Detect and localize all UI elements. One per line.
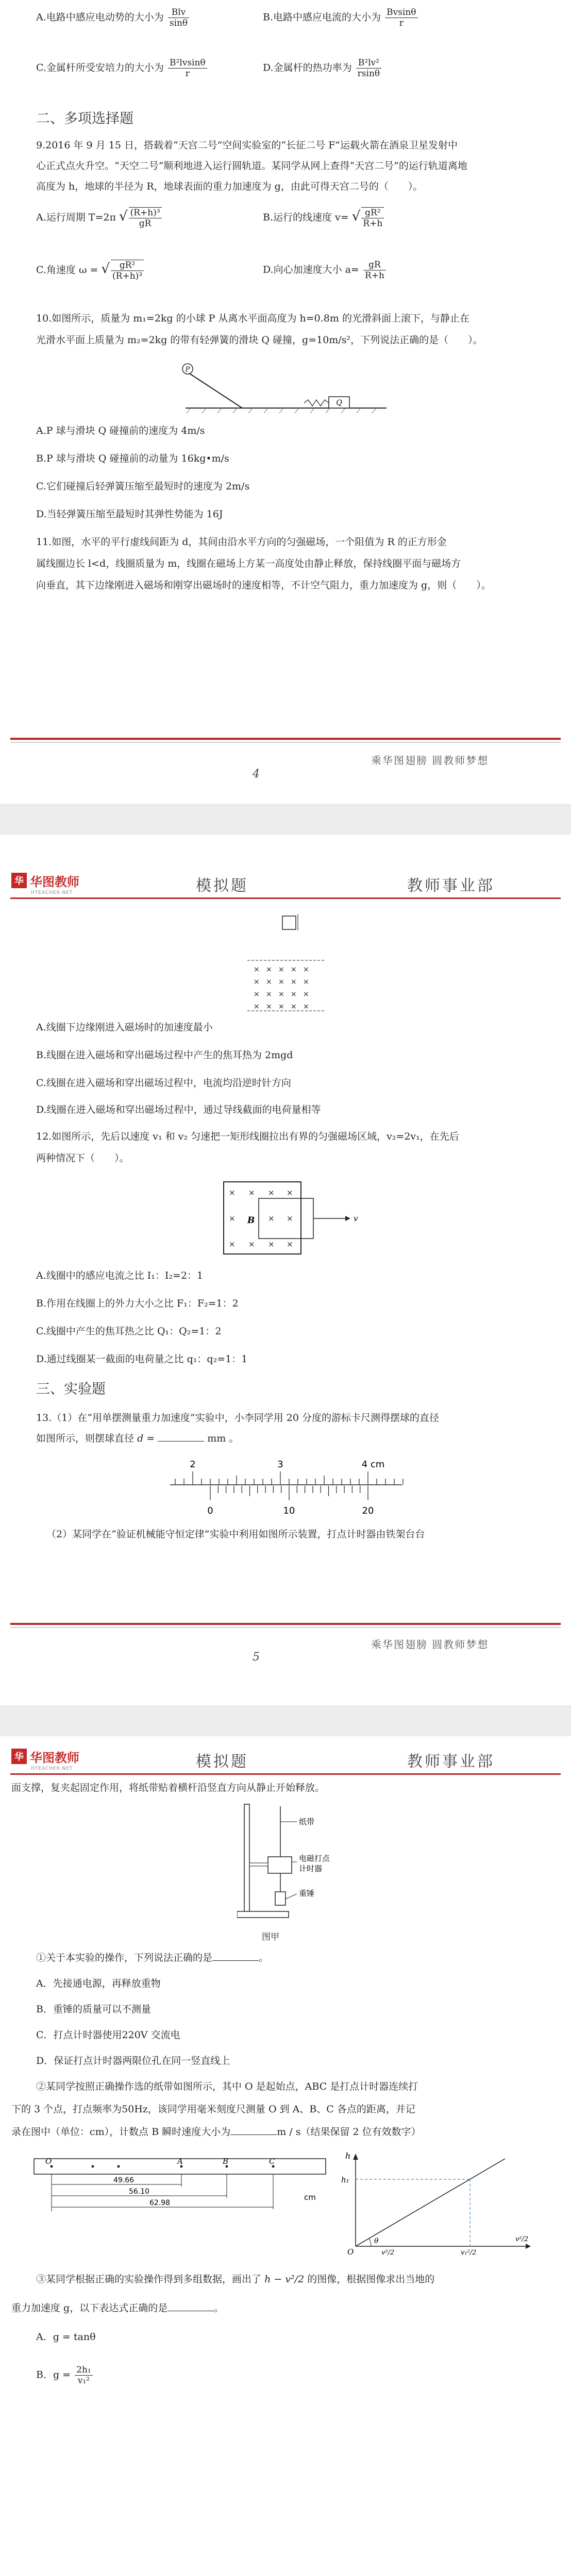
label-timer-2: 计时器	[299, 1864, 323, 1873]
page-number: 5	[253, 1651, 260, 1664]
q13-sub1-option-b: B．重锤的质量可以不测量	[36, 2004, 151, 2015]
header-right-title: 教师事业部	[407, 1753, 495, 1771]
vernier-label-10: 10	[283, 1505, 295, 1516]
q9b-option-b: B.运行的线速度 v= √ $\frac{\text{gR²}}{R+h}$	[263, 207, 385, 229]
q13-sub2-line3: 录在图中（单位：cm），计数点 B 瞬时速度大小为 m / s（结果保留 2 位有效数字）	[11, 2126, 421, 2138]
header-left-title: 模拟题	[196, 877, 248, 895]
stand-base	[237, 1911, 289, 1918]
logo-text: 华图教师	[30, 874, 79, 889]
q9-option-d: D.金属杆的热功率为 $\frac{\text{B²lv²}}{rsin\theta}$	[263, 58, 382, 79]
svg-text:×: ×	[291, 978, 297, 986]
q10-text-line2: 光滑水平面上质量为 m₂=2kg 的带有轻弹簧的滑块 Q 碰撞，g=10m/s²，下列说法正确的是（ ）。	[36, 334, 483, 346]
svg-text:×: ×	[229, 1188, 236, 1197]
svg-text:×: ×	[268, 1214, 275, 1223]
label-v: v	[354, 1214, 358, 1223]
svg-text:×: ×	[287, 1214, 293, 1223]
stand-pole	[244, 1804, 249, 1913]
tape-value-c: 62.98	[149, 2199, 171, 2207]
q13-sub3-line1: ③某同学根据正确的实验操作得到多组数据，画出了 h − v²/2 的图像，根据图像求出当地的	[36, 2274, 435, 2285]
svg-text:×: ×	[278, 965, 284, 974]
graph-line	[356, 2159, 505, 2246]
q13-sub3-option-a: A．g = tanθ	[36, 2331, 96, 2343]
logo-subtitle: HTEACHER.NET	[31, 890, 73, 895]
tape-point-c: C	[269, 2157, 275, 2166]
tape-value-b: 56.10	[129, 2188, 150, 2196]
answer-blank-velocity[interactable]	[230, 2134, 277, 2135]
q9-option-b: B.电路中感应电流的大小为 $\frac{Bvsin\theta}{r}$	[263, 7, 419, 28]
q11-text-line2: 属线圈边长 l<d，线圈质量为 m，线圈在磁场上方某一高度处由静止释放，保持线圈平面与磁场方	[36, 558, 461, 569]
svg-text:×: ×	[303, 965, 309, 974]
q12-coil-figure	[222, 1180, 371, 1257]
field-crosses	[254, 965, 309, 1011]
axis-label-h: h	[345, 2151, 351, 2161]
svg-text:×: ×	[303, 978, 309, 986]
axis-label-v1: v₁²/2	[461, 2249, 477, 2257]
svg-text:×: ×	[278, 978, 284, 986]
svg-text:×: ×	[291, 965, 297, 974]
svg-text:×: ×	[303, 1003, 309, 1011]
timer-box	[268, 1857, 292, 1873]
q9b-text-line3: 高度为 h，地球的半径为 R，地球表面的重力加速度为 g，由此可得天宫二号的（ ）。	[36, 181, 423, 192]
svg-text:×: ×	[268, 1240, 275, 1249]
axis-label-v2-1: v²/2	[381, 2249, 395, 2257]
label-b: B	[247, 1215, 255, 1226]
page-number: 4	[253, 768, 260, 781]
page-gap	[0, 1705, 571, 1736]
paper-tape-figure	[31, 2154, 330, 2215]
tape-value-a: 49.66	[113, 2176, 135, 2184]
figure-caption: 图甲	[262, 1932, 279, 1942]
svg-text:×: ×	[266, 1003, 272, 1011]
label-weight: 重锤	[299, 1889, 315, 1898]
q12-option-b: B.作用在线圈上的外力大小之比 F₁：F₂=1：2	[36, 1298, 239, 1309]
q12-text-line2: 两种情况下（ ）。	[36, 1153, 129, 1164]
q9b-option-c: C.角速度 ω = √ $\frac{\text{gR²}}{\text{(R+h)³}}$	[36, 260, 145, 281]
q10-text-line1: 10.如图所示，质量为 m₁=2kg 的小球 P 从离水平面高度为 h=0.8m 的光滑斜面上滚下，与静止在	[36, 313, 469, 324]
svg-text:×: ×	[291, 1003, 297, 1011]
svg-text:×: ×	[266, 978, 272, 986]
main-label-2: 2	[190, 1459, 196, 1470]
header-rule	[10, 1773, 561, 1775]
rectangular-coil	[259, 1198, 313, 1239]
tape-unit: cm	[304, 2193, 316, 2202]
q11-option-a: A.线圈下边缘刚进入磁场时的加速度最小	[36, 1022, 213, 1033]
tape-point-a: A	[177, 2157, 183, 2166]
footer-slogan: 乘华图翅膀 圆教师梦想	[371, 1638, 489, 1651]
q13-sub1: ①关于本实验的操作，下列说法正确的是 。	[36, 1952, 269, 1963]
svg-text:×: ×	[291, 990, 297, 998]
page-gap	[0, 804, 571, 835]
q12-text-line1: 12.如图所示，先后以速度 v₁ 和 v₂ 匀速把一矩形线圈拉出有界的匀强磁场区域，v₂=2v₁，在先后	[36, 1131, 459, 1142]
footer-rule-red	[10, 1623, 561, 1625]
label-p: P	[185, 366, 190, 374]
q11-text-line1: 11.如图，水平的平行虚线间距为 d，其间由沿水平方向的匀强磁场，一个阻值为 R 的正方形金	[36, 536, 447, 548]
axis-label-o: O	[347, 2247, 354, 2257]
label-tape: 纸带	[299, 1817, 315, 1826]
spring	[304, 400, 329, 406]
q10-option-a: A.P 球与滑块 Q 碰撞前的速度为 4m/s	[36, 425, 205, 436]
logo-subtitle: HTEACHER.NET	[31, 1766, 73, 1771]
q11-magnetic-field-figure	[247, 958, 325, 1013]
vernier-caliper-figure	[165, 1458, 407, 1520]
q9b-option-a: A.运行周期 T=2π √ $\frac{\text{(R+h)³}}{gR}$	[36, 207, 163, 229]
vernier-label-0: 0	[207, 1505, 213, 1516]
svg-text:×: ×	[229, 1240, 236, 1249]
logo-icon: 华	[11, 1749, 27, 1764]
axis-label-h1: h₁	[341, 2175, 349, 2184]
q13-text-line3: （2）某同学在“验证机械能守恒定律”实验中利用如图所示装置，打点计时器由铁架台台	[46, 1529, 425, 1540]
apparatus-figure	[237, 1801, 361, 1927]
svg-text:×: ×	[278, 1003, 284, 1011]
q13-sub1-option-a: A．先接通电源，再释放重物	[36, 1978, 161, 1989]
q13-sub3-option-b: B．g = $\frac{\text{2h₁}}{\text{v₁²}}$	[36, 2365, 94, 2386]
answer-blank-d[interactable]	[158, 1441, 204, 1442]
q11-small-square	[278, 912, 304, 933]
field-crosses	[229, 1188, 293, 1249]
svg-text:×: ×	[268, 1188, 275, 1197]
svg-text:×: ×	[229, 1214, 236, 1223]
footer-rule-red	[10, 738, 561, 740]
arrow-head	[345, 1216, 350, 1221]
svg-text:×: ×	[254, 965, 260, 974]
q13-sub1-option-d: D．保证打点计时器两限位孔在同一竖直线上	[36, 2055, 230, 2066]
header-rule	[10, 897, 561, 899]
svg-text:×: ×	[254, 990, 260, 998]
section-title-experiment: 三、实验题	[36, 1381, 106, 1397]
q11-option-c: C.线圈在进入磁场和穿出磁场过程中，电流均沿逆时针方向	[36, 1077, 291, 1089]
main-label-3: 3	[277, 1459, 283, 1470]
q9b-text-line2: 心正式点火升空。“天空二号”顺利地进入运行圆轨道。某同学从网上查得“天宫二号”的运行轨道离地	[36, 160, 467, 172]
svg-text:×: ×	[248, 1240, 255, 1249]
q10-option-d: D.当轻弹簧压缩至最短时其弹性势能为 16J	[36, 509, 223, 520]
header-right-title: 教师事业部	[407, 877, 495, 895]
q9-option-a: A.电路中感应电动势的大小为 $\frac{\text{Blv}}{\sin\theta}$	[36, 7, 190, 28]
footer-slogan: 乘华图翅膀 圆教师梦想	[371, 754, 489, 767]
q9b-text-line1: 9.2016 年 9 月 15 日，搭载着“天宫二号”空间实验室的“长征二号 F”运载火箭在酒泉卫星发射中	[36, 140, 458, 151]
weight	[275, 1892, 286, 1905]
svg-text:×: ×	[248, 1188, 255, 1197]
q13-text-line2: 如图所示，则摆球直径 d = mm 。	[36, 1433, 239, 1444]
answer-blank-sub1[interactable]	[212, 1960, 259, 1961]
svg-text:×: ×	[266, 990, 272, 998]
incline-line	[186, 371, 242, 408]
footer-rule-gray	[10, 742, 561, 743]
header-logo	[11, 1747, 79, 1766]
timer-arm	[249, 1863, 268, 1866]
q13-text-line1: 13.（1）在“用单摆测量重力加速度”实验中，小李同学用 20 分度的游标卡尺测得摆球的直径	[36, 1412, 439, 1423]
logo-text: 华图教师	[30, 1750, 79, 1765]
section-title-multiple-choice: 二、多项选择题	[36, 111, 133, 127]
vernier-label-20: 20	[362, 1505, 374, 1516]
q13-text-line4: 面支撑，复夹起固定作用，将纸带贴着横杆沿竖直方向从静止开始释放。	[11, 1782, 325, 1793]
angle-theta: θ	[374, 2237, 379, 2245]
q9b-option-d: D.向心加速度大小 a= $\frac{gR}{R+h}$	[263, 260, 387, 281]
q9-option-c: C.金属杆所受安培力的大小为 $\frac{\text{B²lvsinθ}}{r}$	[36, 58, 208, 79]
main-label-4cm: 4 cm	[361, 1459, 385, 1470]
q10-option-c: C.它们碰撞后轻弹簧压缩至最短时的速度为 2m/s	[36, 481, 250, 492]
q13-sub2-line2: 下的 3 个点，打点频率为50Hz，该同学用毫米刻度尺测量 O 到 A、B、C 各点的距离，并记	[11, 2104, 415, 2115]
q13-sub3-line2: 重力加速度 g，以下表达式正确的是 。	[11, 2302, 224, 2314]
tape-point-b: B	[223, 2157, 229, 2166]
q11-option-b: B.线圈在进入磁场和穿出磁场过程中产生的焦耳热为 2mgd	[36, 1049, 293, 1061]
q11-option-d: D.线圈在进入磁场和穿出磁场过程中，通过导线截面的电荷量相等	[36, 1104, 321, 1115]
q10-option-b: B.P 球与滑块 Q 碰撞前的动量为 16kg•m/s	[36, 453, 229, 464]
h-v-graph	[335, 2148, 541, 2257]
svg-text:×: ×	[254, 978, 260, 986]
label-q: Q	[336, 399, 342, 407]
tape-point-o: O	[45, 2157, 52, 2166]
label-timer: 电磁打点	[299, 1854, 330, 1863]
svg-text:×: ×	[287, 1240, 293, 1249]
header-logo	[11, 871, 79, 890]
q12-option-a: A.线圈中的感应电流之比 I₁：I₂=2：1	[36, 1270, 204, 1281]
q11-text-line3: 向垂直，其下边缘刚进入磁场和刚穿出磁场时的速度相等，不计空气阻力，重力加速度为 g，则（ ）。	[36, 580, 491, 591]
footer-rule-gray	[10, 1627, 561, 1628]
ground-hatching	[187, 408, 376, 413]
q10-incline-figure	[175, 361, 392, 417]
q12-option-d: D.通过线圈某一截面的电荷量之比 q₁：q₂=1：1	[36, 1353, 248, 1365]
q13-sub1-option-c: C．打点计时器使用220V 交流电	[36, 2029, 180, 2041]
svg-text:×: ×	[266, 965, 272, 974]
header-left-title: 模拟题	[196, 1753, 248, 1771]
logo-icon: 华	[11, 873, 27, 888]
svg-text:×: ×	[278, 990, 284, 998]
q12-option-c: C.线圈中产生的焦耳热之比 Q₁：Q₂=1：2	[36, 1326, 222, 1337]
svg-text:×: ×	[287, 1188, 293, 1197]
q13-sub2-line1: ②某同学按照正确操作选的纸带如图所示，其中 O 是起始点，ABC 是打点计时器连续打	[36, 2081, 418, 2092]
svg-text:×: ×	[254, 1003, 260, 1011]
axis-label-v2-2: v²/2	[515, 2235, 529, 2243]
svg-text:×: ×	[303, 990, 309, 998]
